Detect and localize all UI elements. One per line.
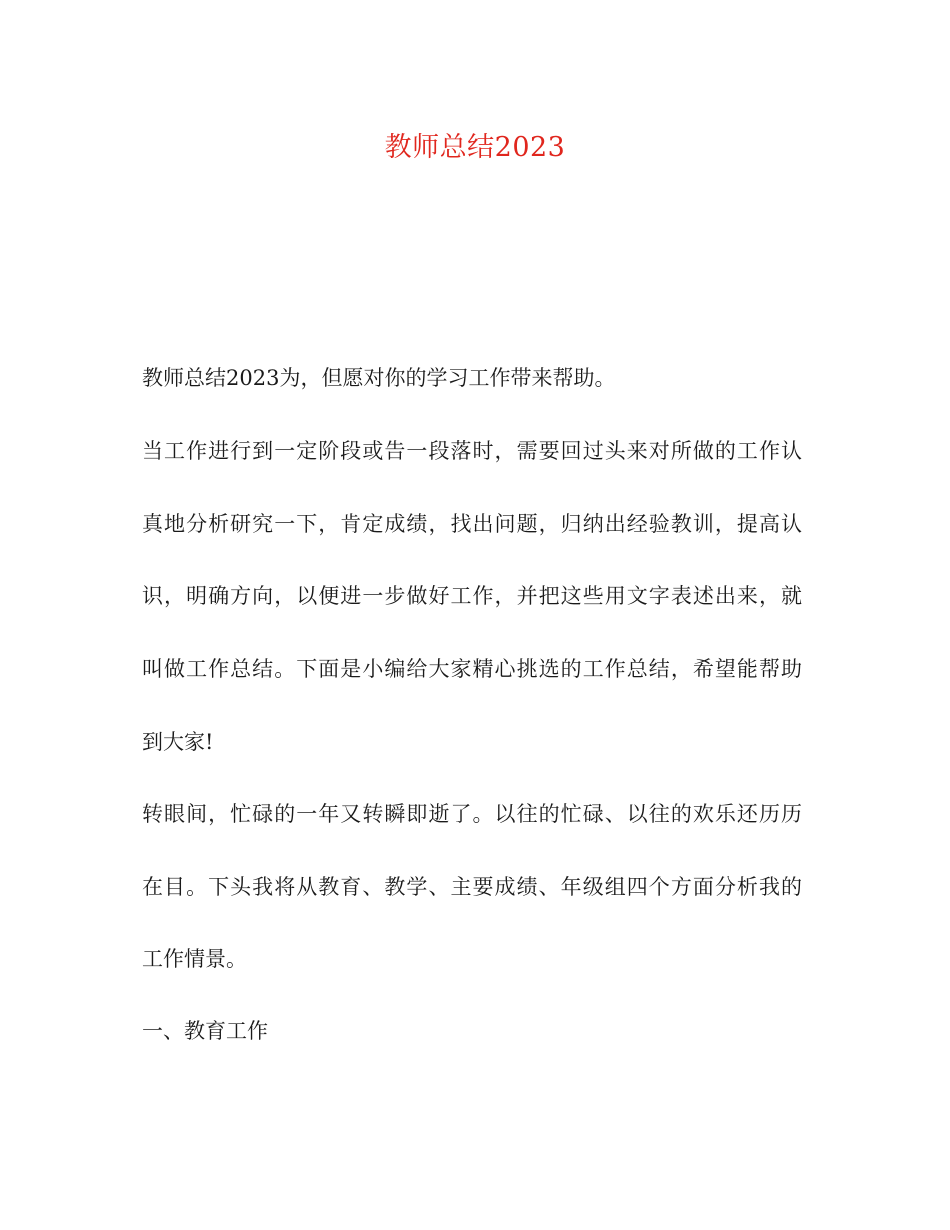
section-heading: 一、教育工作 [142,1019,268,1043]
text-line: 在目。下头我将从教育、教学、主要成绩、年级组四个方面分析我的 [142,875,802,899]
text-line-intro: 教师总结2023为，但愿对你的学习工作带来帮助。 [142,366,616,390]
text-line: 工作情景。 [142,947,247,971]
text-line: 到大家! [142,730,214,754]
text-line: 识，明确方向，以便进一步做好工作，并把这些用文字表述出来，就 [142,584,802,608]
text-line: 当工作进行到一定阶段或告一段落时，需要回过头来对所做的工作认 [142,439,802,463]
text-line: 真地分析研究一下，肯定成绩，找出问题，归纳出经验教训，提高认 [142,512,802,536]
text-line: 叫做工作总结。下面是小编给大家精心挑选的工作总结，希望能帮助 [142,657,802,681]
document-title: 教师总结2023 [384,132,566,163]
text-line: 转眼间，忙碌的一年又转瞬即逝了。以往的忙碌、以往的欢乐还历历 [142,802,802,826]
